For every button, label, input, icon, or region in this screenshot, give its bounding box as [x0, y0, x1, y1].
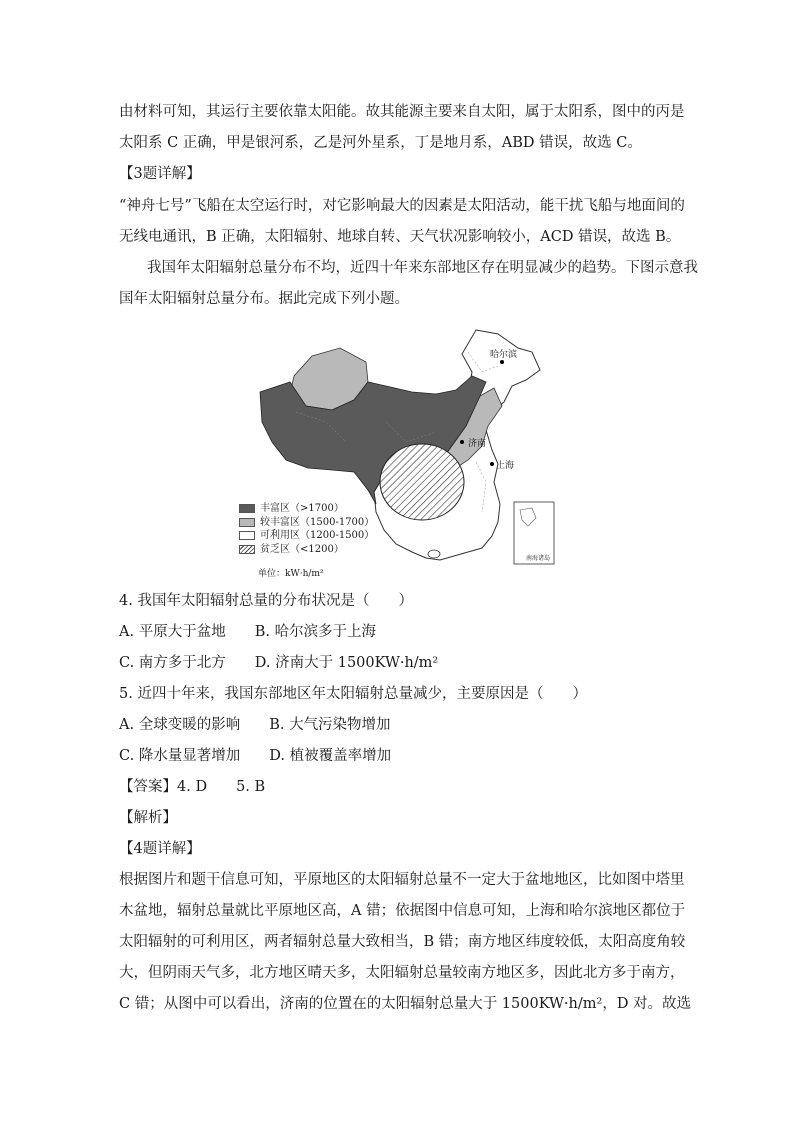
map-legend	[239, 502, 374, 556]
paragraph-line: 太阳系 C 正确，甲是银河系，乙是河外星系，丁是地月系，ABD 错误，故选 C。	[119, 135, 642, 151]
legend-swatch	[239, 545, 255, 554]
legend-swatch	[239, 504, 255, 513]
question-4-stem: 4. 我国年太阳辐射总量的分布状况是（ ）	[119, 593, 413, 609]
paragraph-line: 无线电通讯，B 正确，太阳辐射、地球自转、天气状况影响较小，ACD 错误，故选 B。	[119, 229, 681, 245]
paragraph-line: 太阳辐射的可利用区，两者辐射总量大致相当，B 错；南方地区纬度较低，太阳高度角较	[119, 934, 686, 950]
section-heading: 【4题详解】	[119, 841, 201, 857]
paragraph-line: 由材料可知，其运行主要依靠太阳能。故其能源主要来自太阳，属于太阳系，图中的丙是	[119, 104, 685, 120]
city-jinan-label: 济南	[468, 439, 487, 449]
paragraph-line: 我国年太阳辐射总量分布不均，近四十年来东部地区存在明显减少的趋势。下图示意我	[147, 260, 698, 276]
legend-swatch	[239, 531, 255, 540]
city-marker	[500, 360, 504, 364]
legend-item: 丰富区（>1700）	[239, 502, 374, 516]
question-4-options-ab: A. 平原大于盆地 B. 哈尔滨多于上海	[119, 624, 377, 640]
analysis-heading: 【解析】	[119, 810, 177, 826]
paragraph-line: 国年太阳辐射总量分布。据此完成下列小题。	[119, 291, 409, 307]
city-marker	[490, 462, 494, 466]
paragraph-line: 根据图片和题干信息可知，平原地区的太阳辐射总量不一定大于盆地地区，比如图中塔里	[119, 872, 685, 888]
inset-label: 南海诸岛	[526, 555, 551, 562]
section-heading: 【3题详解】	[119, 166, 201, 182]
question-4-options-cd: C. 南方多于北方 D. 济南大于 1500KW·h/m²	[119, 655, 439, 671]
map-unit: 单位：kW·h/m²	[258, 569, 324, 579]
paragraph-line: “神舟七号”飞船在太空运行时，对它影响最大的因素是太阳活动，能干扰飞船与地面间的	[119, 198, 685, 214]
legend-swatch	[239, 518, 255, 527]
city-marker	[460, 440, 464, 444]
paragraph-line: 大，但阴雨天气多，北方地区晴天多，太阳辐射总量较南方地区多，因此北方多于南方，	[119, 965, 685, 981]
legend-item: 较丰富区（1500-1700）	[239, 516, 374, 530]
region-poor	[380, 444, 464, 520]
paragraph-line: C 错；从图中可以看出，济南的位置在的太阳辐射总量大于 1500KW·h/m²，D 对。故选	[119, 996, 692, 1012]
question-5-stem: 5. 近四十年来，我国东部地区年太阳辐射总量减少，主要原因是（ ）	[119, 686, 587, 702]
question-5-options-ab: A. 全球变暖的影响 B. 大气污染物增加	[119, 717, 391, 733]
legend-item: 可利用区（1200-1500）	[239, 529, 374, 543]
paragraph-line: 木盆地，辐射总量就比平原地区高，A 错；依据图中信息可知，上海和哈尔滨地区都位于	[119, 903, 686, 919]
legend-item: 贫乏区（<1200）	[239, 543, 374, 557]
city-harbin-label: 哈尔滨	[490, 350, 518, 360]
question-5-options-cd: C. 降水量显著增加 D. 植被覆盖率增加	[119, 748, 392, 764]
city-shanghai-label: 上海	[496, 461, 515, 471]
answer-line: 【答案】4. D 5. B	[119, 779, 266, 795]
